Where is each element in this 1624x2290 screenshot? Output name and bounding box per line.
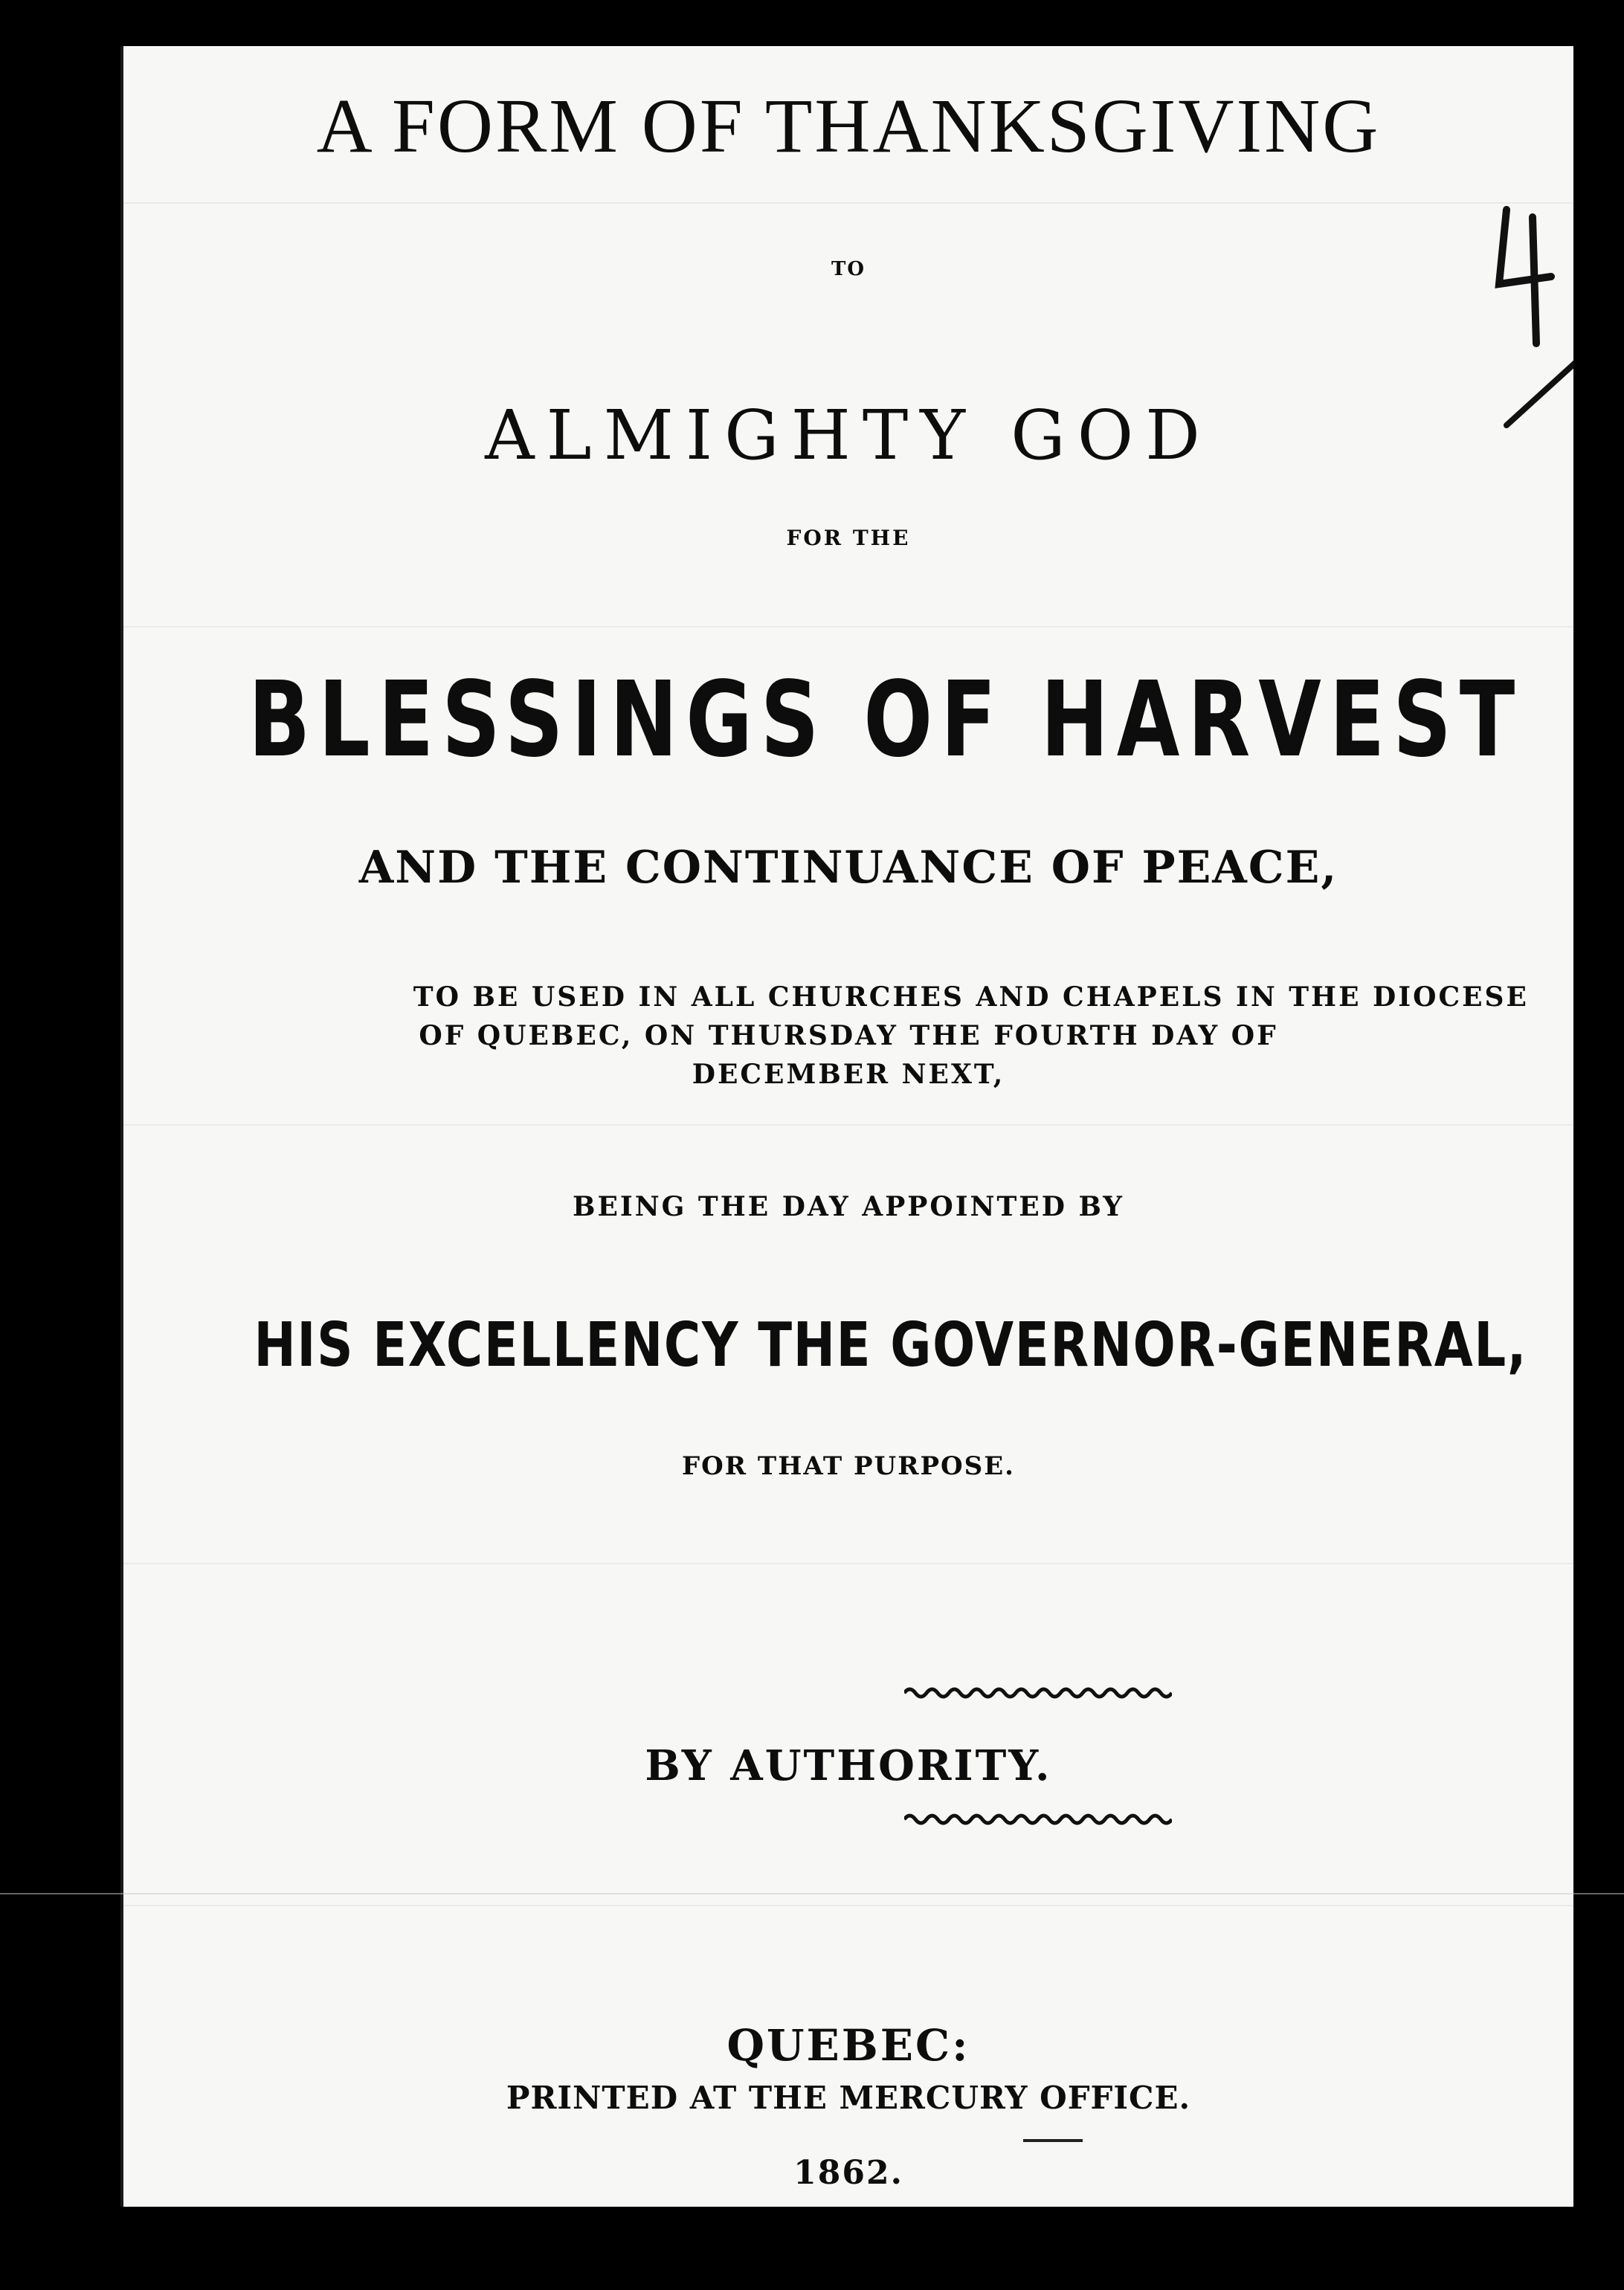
purpose-line: FOR THAT PURPOSE.	[682, 1451, 1015, 1481]
imprint-printer: PRINTED AT THE MERCURY OFFICE.	[506, 2080, 1191, 2116]
title-line-2: ALMIGHTY GOD	[485, 396, 1212, 475]
title-line-1: A FORM OF THANKSGIVING	[316, 83, 1381, 169]
scan-artifact-line	[0, 1893, 1624, 1894]
appointed-line: BEING THE DAY APPOINTED BY	[573, 1191, 1124, 1222]
imprint-city: QUEBEC:	[726, 2020, 970, 2071]
usage-line-3: DECEMBER NEXT,	[692, 1059, 1005, 1090]
usage-line-2: OF QUEBEC, ON THURSDAY THE FOURTH DAY OF	[419, 1020, 1278, 1051]
governor-line: HIS EXCELLENCY THE GOVERNOR-GENERAL,	[254, 1310, 1528, 1381]
title-line-3: BLESSINGS OF HARVEST	[248, 659, 1524, 781]
title-page	[120, 46, 1573, 2207]
imprint-year: 1862.	[793, 2154, 903, 2192]
connector-to: TO	[831, 258, 866, 280]
subtitle: AND THE CONTINUANCE OF PEACE,	[358, 842, 1338, 894]
short-rule	[1023, 2139, 1083, 2142]
wavy-rule-top	[904, 1686, 1172, 1700]
wavy-rule-bottom	[904, 1812, 1172, 1827]
authority-line: BY AUTHORITY.	[645, 1741, 1052, 1790]
connector-for-the: FOR THE	[786, 526, 911, 550]
usage-line-1: TO BE USED IN ALL CHURCHES AND CHAPELS IN THE DIOCESE	[413, 981, 1529, 1013]
handwritten-mark-4	[1492, 195, 1573, 462]
